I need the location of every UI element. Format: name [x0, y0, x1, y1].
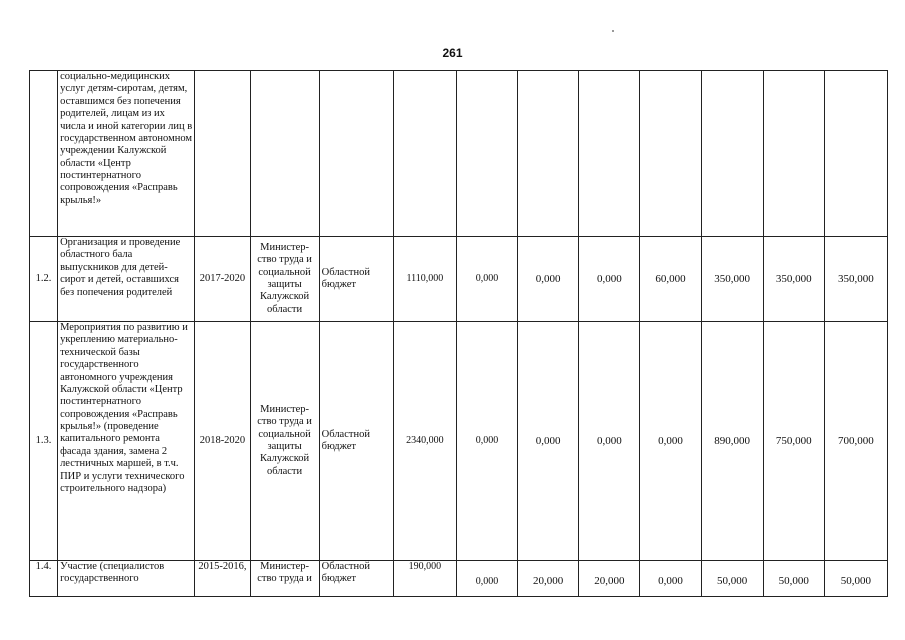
cell-value	[824, 71, 887, 237]
cell-value: 0,000	[456, 322, 517, 561]
table-row	[30, 237, 888, 322]
cell-value: 0,000	[518, 237, 579, 322]
cell-period: 2017-2020	[195, 237, 250, 322]
cell-value: 750,000	[763, 322, 824, 561]
cell-value: 350,000	[763, 237, 824, 322]
budget-table-container	[29, 70, 888, 597]
table-row	[30, 322, 888, 561]
cell-value: 0,000	[579, 322, 640, 561]
cell-value: 890,000	[701, 322, 763, 561]
cell-no: 1.4.	[30, 561, 58, 597]
scan-speck	[612, 30, 614, 32]
cell-value: 0,000	[579, 237, 640, 322]
cell-value: 50,000	[824, 561, 887, 597]
cell-value: 0,000	[518, 322, 579, 561]
cell-value: 20,000	[579, 561, 640, 597]
cell-period: 2018-2020	[195, 322, 250, 561]
cell-period	[195, 71, 250, 237]
cell-source	[319, 71, 393, 237]
cell-value: 700,000	[824, 322, 887, 561]
table-row	[30, 71, 888, 237]
cell-value	[763, 71, 824, 237]
cell-no: 1.2.	[30, 237, 58, 322]
cell-source: Областной бюджет	[319, 561, 393, 597]
cell-value: 350,000	[701, 237, 763, 322]
cell-name: Участие (специалистов государственного	[58, 561, 195, 597]
cell-value: 60,000	[640, 237, 701, 322]
cell-source: Областной бюджет	[319, 322, 393, 561]
cell-total: 2340,000	[393, 322, 456, 561]
cell-period: 2015-2016,	[195, 561, 250, 597]
cell-value: 350,000	[824, 237, 887, 322]
cell-value	[640, 71, 701, 237]
budget-table	[29, 70, 888, 597]
cell-name: социально-медицинских услуг детям-сиротам, детям, оставшимся без попечения родителей, лицам из их числа и иной категории лиц в государственном автономном учреждении Калужской области «Центр постинтернатного сопровождения «Расправь крылья!»	[58, 71, 195, 237]
cell-no: 1.3.	[30, 322, 58, 561]
cell-value	[518, 71, 579, 237]
table-row	[30, 561, 888, 597]
cell-value: 50,000	[701, 561, 763, 597]
cell-executor: Министер-ство труда и социальной защиты Калужской области	[250, 322, 319, 561]
cell-value	[579, 71, 640, 237]
cell-name: Мероприятия по развитию и укреплению материально-технической базы государственного автономного учреждения Калужской области «Центр постинтернатного сопровождения «Расправь крылья!» (проведение капитального ремонта фасада здания, замена 2 лестничных маршей, в т.ч. ПИР и услуги технического строительного надзора)	[58, 322, 195, 561]
cell-total: 190,000	[393, 561, 456, 597]
cell-executor	[250, 71, 319, 237]
cell-total: 1110,000	[393, 237, 456, 322]
cell-value: 0,000	[640, 561, 701, 597]
page-number: 261	[442, 46, 463, 60]
cell-executor: Министер-ство труда и	[250, 561, 319, 597]
cell-source: Областной бюджет	[319, 237, 393, 322]
cell-value: 20,000	[518, 561, 579, 597]
cell-value	[456, 71, 517, 237]
cell-value: 0,000	[456, 237, 517, 322]
cell-value: 50,000	[763, 561, 824, 597]
cell-value: 0,000	[456, 561, 517, 597]
cell-name: Организация и проведение областного бала выпускников для детей-сирот и детей, оставшихся без попечения родителей	[58, 237, 195, 322]
cell-total	[393, 71, 456, 237]
cell-executor: Министер-ство труда и социальной защиты Калужской области	[250, 237, 319, 322]
cell-no	[30, 71, 58, 237]
cell-value: 0,000	[640, 322, 701, 561]
cell-value	[701, 71, 763, 237]
